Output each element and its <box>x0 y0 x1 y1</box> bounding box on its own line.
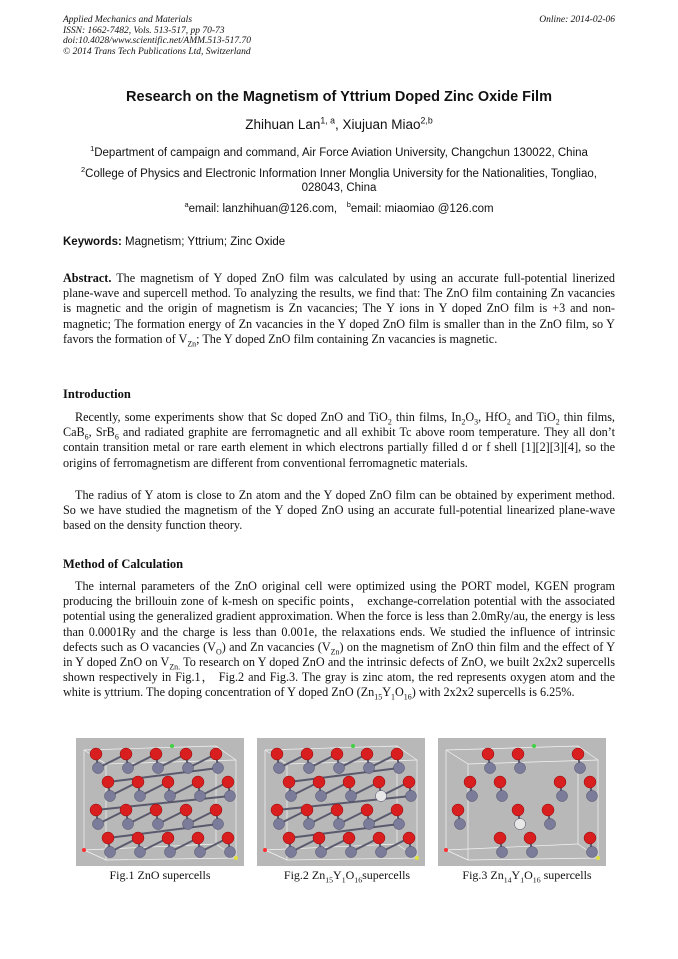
oxygen-atom <box>391 748 403 760</box>
zinc-atom <box>515 763 526 774</box>
oxygen-atom <box>132 832 144 844</box>
cell-edge <box>446 844 578 850</box>
oxygen-atom <box>331 804 343 816</box>
cell-edge <box>287 858 417 860</box>
supercell-render <box>444 744 600 860</box>
author-2-sup: 2,b <box>420 115 433 126</box>
axis-marker <box>415 856 419 860</box>
cell-edge <box>265 746 397 750</box>
caption-sub: 14 <box>503 875 512 885</box>
axis-origin-marker <box>444 848 448 852</box>
oxygen-atom <box>482 748 494 760</box>
oxygen-atom <box>283 776 295 788</box>
yttrium-atom <box>376 791 387 802</box>
oxygen-atom <box>102 832 114 844</box>
caption-text: O <box>524 868 533 882</box>
oxygen-atom <box>373 832 385 844</box>
axis-marker <box>596 856 600 860</box>
bond <box>96 796 230 810</box>
method-sub: Zn <box>330 647 340 657</box>
caption-text: supercells <box>540 868 592 882</box>
oxygen-atom <box>403 776 415 788</box>
zinc-atom <box>286 791 297 802</box>
caption-text: Y <box>333 868 342 882</box>
oxygen-atom <box>102 776 114 788</box>
oxygen-atom <box>271 748 283 760</box>
zinc-atom <box>394 819 405 830</box>
cell-edge <box>84 746 216 750</box>
oxygen-atom <box>120 804 132 816</box>
axis-marker <box>170 744 174 748</box>
zinc-atom <box>195 791 206 802</box>
zinc-atom <box>587 847 598 858</box>
figure-1-zno-supercell <box>76 738 244 866</box>
keywords-label: Keywords: <box>63 236 122 248</box>
affiliation-2-text: College of Physics and Electronic Information Inner Monglia University for the Nationalities, Tongliao, 028043, China <box>85 168 597 194</box>
zinc-atom <box>153 819 164 830</box>
figure-2-svg <box>257 738 425 866</box>
affiliation-2 <box>63 167 615 195</box>
axis-marker <box>532 744 536 748</box>
intro-text: , HfO <box>478 410 507 424</box>
oxygen-atom <box>210 748 222 760</box>
zinc-atom <box>213 819 224 830</box>
zinc-atom <box>316 847 327 858</box>
affiliation-1-text: Department of campaign and command, Air Force Aviation University, Changchun 130022, China <box>94 147 588 159</box>
method-text: ) and Zn vacancies (V <box>221 639 331 654</box>
oxygen-atom <box>313 776 325 788</box>
zinc-atom <box>485 763 496 774</box>
oxygen-atom <box>283 832 295 844</box>
abstract-text-1: The magnetism of Y doped ZnO film was calculated by using an accurate full-potential linerized plane-wave and supercell method. To analyzing the results, we find that: The ZnO film containing Zn vacancies is magnetic and the origin of magnetism is Zn vacancies; The Y ions in Y doped ZnO film is +3 and non-magnetic; The formation energy of Zn vacancies in the Y doped ZnO film is smaller than in the ZnO film, so Y favors the formation of V <box>63 271 615 346</box>
caption-sub: 15 <box>325 875 334 885</box>
caption-sub: 16 <box>354 875 363 885</box>
oxygen-atom <box>584 832 596 844</box>
intro-paragraph-2: The radius of Y atom is close to Zn atom and the Y doped ZnO film can be obtained by experiment method. So we have studied the magnetism of the Y doped ZnO using an accurate full-potential linearized plane-wave based on the density function theory. <box>63 488 615 533</box>
issn: ISSN: 1662-7482, Vols. 513-517, pp 70-73 <box>63 25 225 36</box>
figure-3-zn14y1o16-supercell <box>438 738 606 866</box>
caption-sub: 1 <box>520 875 525 885</box>
email-a-sup: a <box>184 200 189 210</box>
oxygen-atom <box>192 832 204 844</box>
method-sub: 16 <box>403 692 412 702</box>
caption-text: Fig.2 Zn <box>283 868 326 882</box>
oxygen-atom <box>222 776 234 788</box>
method-sub: 1 <box>391 692 395 702</box>
oxygen-atom <box>132 776 144 788</box>
method-text: O <box>394 685 404 700</box>
oxygen-atom <box>494 832 506 844</box>
author-2: Xiujuan Miao <box>342 117 421 132</box>
oxygen-atom <box>90 804 102 816</box>
zinc-atom <box>105 847 116 858</box>
zinc-atom <box>135 791 146 802</box>
oxygen-atom <box>180 804 192 816</box>
oxygen-atom <box>180 748 192 760</box>
intro-text: O <box>465 410 475 424</box>
zinc-atom <box>394 763 405 774</box>
author-1: Zhihuan Lan <box>245 117 321 132</box>
cell-edge <box>446 750 468 764</box>
oxygen-atom <box>524 832 536 844</box>
journal-name: Applied Mechanics and Materials <box>63 15 193 25</box>
email-b: email: miaomiao @126.com <box>350 203 494 215</box>
axis-marker <box>351 744 355 748</box>
method-heading: Method of Calculation <box>63 557 184 571</box>
zinc-atom <box>497 791 508 802</box>
author-sep: , <box>334 117 343 132</box>
abstract <box>63 271 615 347</box>
method-text: To research on Y doped ZnO and the intrinsic defects of ZnO, we built 2x2x2 supercells shown respectively in Fig.1， Fig.2 and Fig.3. The gray is zinc atom, the red represents oxygen atom and the white is yttrium. The doping concentration of Y doped ZnO (Zn <box>63 655 615 700</box>
zinc-atom <box>123 819 134 830</box>
cell-edge <box>446 850 468 860</box>
affiliation-1-sup: 1 <box>90 144 95 154</box>
figure-1-caption: Fig.1 ZnO supercells <box>109 868 211 882</box>
intro-sub: 6 <box>114 432 119 442</box>
zinc-atom <box>123 763 134 774</box>
email-b-sup: b <box>346 200 351 210</box>
affiliation-2-sup: 2 <box>81 165 86 175</box>
caption-text: supercells <box>362 868 411 882</box>
oxygen-atom <box>90 748 102 760</box>
emails <box>63 202 615 216</box>
oxygen-atom <box>403 832 415 844</box>
caption-sub: 16 <box>532 875 541 885</box>
oxygen-atom <box>162 832 174 844</box>
oxygen-atom <box>331 748 343 760</box>
supercell-render <box>82 744 238 860</box>
method-sub: Zn. <box>169 662 181 672</box>
zinc-atom <box>545 819 556 830</box>
intro-sub: 6 <box>84 432 89 442</box>
zinc-atom <box>195 847 206 858</box>
oxygen-atom <box>494 776 506 788</box>
cell-edge <box>84 850 106 860</box>
cell-edge <box>106 858 236 860</box>
zinc-atom <box>406 791 417 802</box>
zinc-atom <box>165 847 176 858</box>
method-text: The internal parameters of the ZnO original cell were optimized using the PORT model, KGEN program producing the brillouin zone of k-mesh on specific points， exchange-correlation potential with the associated potential using the generalized gradient approximation. When the force is less than 2.0mRy/au, the energy is less than 0.0001Ry and the charge is less than 0.001e, the relaxations ends. We studied the influence of intrinsic defects such as O vacancies (V <box>63 579 615 654</box>
abstract-text-2: ; The Y doped ZnO film containing Zn vacancies is magnetic. <box>196 331 498 346</box>
figure-3-svg <box>438 738 606 866</box>
zinc-atom <box>557 791 568 802</box>
zinc-atom <box>274 819 285 830</box>
oxygen-atom <box>391 804 403 816</box>
method-text: Y <box>382 685 392 700</box>
copyright: © 2014 Trans Tech Publications Ltd, Switzerland <box>63 46 251 57</box>
zinc-atom <box>93 819 104 830</box>
paper-title: Research on the Magnetism of Yttrium Doped Zinc Oxide Film <box>126 89 552 105</box>
intro-text: and radiated graphite are ferromagnetic and all exhibit Tc above room temperature. They all don’t contain transition metal or rare earth element in which electrons partially filled d or f shell [1][2][3][4], so the origins of ferromagnetism are different from conventional ferromagnetic materials. <box>63 425 616 470</box>
caption-sub: 1 <box>341 875 346 885</box>
intro-text: thin films, In <box>391 410 462 424</box>
authors <box>63 117 615 132</box>
method-text: ) on the magnetism of ZnO thin film and the effect of Y in Y doped ZnO on V <box>63 639 615 670</box>
oxygen-atom <box>343 776 355 788</box>
oxygen-atom <box>301 748 313 760</box>
oxygen-atom <box>162 776 174 788</box>
oxygen-atom <box>584 776 596 788</box>
oxygen-atom <box>271 804 283 816</box>
method-sub: 15 <box>374 692 383 702</box>
oxygen-atom <box>361 748 373 760</box>
zinc-atom <box>587 791 598 802</box>
caption-text: O <box>345 868 355 882</box>
cell-edge <box>446 746 578 750</box>
oxygen-atom <box>542 804 554 816</box>
zinc-atom <box>334 763 345 774</box>
zinc-atom <box>467 791 478 802</box>
axis-origin-marker <box>263 848 267 852</box>
zinc-atom <box>346 791 357 802</box>
zinc-atom <box>497 847 508 858</box>
oxygen-atom <box>313 832 325 844</box>
yttrium-atom <box>515 819 526 830</box>
figure-1-svg <box>76 738 244 866</box>
oxygen-atom <box>192 776 204 788</box>
method-paragraph <box>63 579 615 701</box>
bond <box>277 796 411 810</box>
abstract-label: Abstract. <box>63 271 112 285</box>
intro-text: Recently, some experiments show that Sc doped ZnO and TiO <box>75 410 388 424</box>
zinc-atom <box>364 763 375 774</box>
zinc-atom <box>376 847 387 858</box>
zinc-atom <box>575 763 586 774</box>
cell-edge <box>468 858 598 860</box>
intro-text: , SrB <box>88 425 115 440</box>
supercell-render <box>263 744 419 860</box>
zinc-atom <box>334 819 345 830</box>
axis-origin-marker <box>82 848 86 852</box>
oxygen-atom <box>361 804 373 816</box>
zinc-atom <box>316 791 327 802</box>
online-date: Online: 2014-02-06 <box>539 15 615 25</box>
method-text: ) with 2x2x2 supercells is 6.25%. <box>411 685 575 700</box>
intro-text: thin films, CaB <box>63 410 615 440</box>
intro-sub: 3 <box>474 417 479 427</box>
abstract-sub: Zn <box>187 339 197 349</box>
doi: doi:10.4028/www.scientific.net/AMM.513-517.70 <box>63 36 251 46</box>
intro-text: and TiO <box>510 410 556 424</box>
zinc-atom <box>406 847 417 858</box>
oxygen-atom <box>210 804 222 816</box>
oxygen-atom <box>301 804 313 816</box>
oxygen-atom <box>572 748 584 760</box>
figure-3-caption <box>438 868 616 883</box>
zinc-atom <box>153 763 164 774</box>
zinc-atom <box>93 763 104 774</box>
zinc-atom <box>105 791 116 802</box>
oxygen-atom <box>222 832 234 844</box>
zinc-atom <box>304 763 315 774</box>
keywords-text: Magnetism; Yttrium; Zinc Oxide <box>121 236 286 248</box>
oxygen-atom <box>512 748 524 760</box>
figure-2-caption <box>257 868 437 883</box>
zinc-atom <box>183 819 194 830</box>
method-sub: O <box>215 647 222 657</box>
cell-edge <box>265 850 287 860</box>
zinc-atom <box>286 847 297 858</box>
intro-paragraph-1 <box>63 410 615 471</box>
oxygen-atom <box>150 804 162 816</box>
email-a: email: lanzhihuan@126.com, <box>188 203 338 215</box>
zinc-atom <box>213 763 224 774</box>
intro-sub: 2 <box>387 417 392 427</box>
oxygen-atom <box>373 776 385 788</box>
oxygen-atom <box>343 832 355 844</box>
author-1-sup: 1, a <box>320 115 335 126</box>
oxygen-atom <box>150 748 162 760</box>
zinc-atom <box>455 819 466 830</box>
journal-header <box>63 15 615 57</box>
axis-marker <box>234 856 238 860</box>
affiliation-1 <box>63 146 615 160</box>
caption-text: Y <box>511 868 521 882</box>
zinc-atom <box>527 847 538 858</box>
zinc-atom <box>225 791 236 802</box>
caption-text: Fig.3 Zn <box>462 868 504 882</box>
intro-heading: Introduction <box>63 387 131 401</box>
oxygen-atom <box>512 804 524 816</box>
figure-2-zn15y1o16-supercell <box>257 738 425 866</box>
zinc-atom <box>225 847 236 858</box>
oxygen-atom <box>120 748 132 760</box>
oxygen-atom <box>554 776 566 788</box>
zinc-atom <box>346 847 357 858</box>
zinc-atom <box>274 763 285 774</box>
keywords <box>63 236 615 248</box>
zinc-atom <box>165 791 176 802</box>
zinc-atom <box>304 819 315 830</box>
intro-sub: 2 <box>506 417 511 427</box>
oxygen-atom <box>464 776 476 788</box>
zinc-atom <box>135 847 146 858</box>
oxygen-atom <box>452 804 464 816</box>
zinc-atom <box>364 819 375 830</box>
intro-sub: 2 <box>555 417 560 427</box>
zinc-atom <box>183 763 194 774</box>
intro-sub: 2 <box>461 417 466 427</box>
